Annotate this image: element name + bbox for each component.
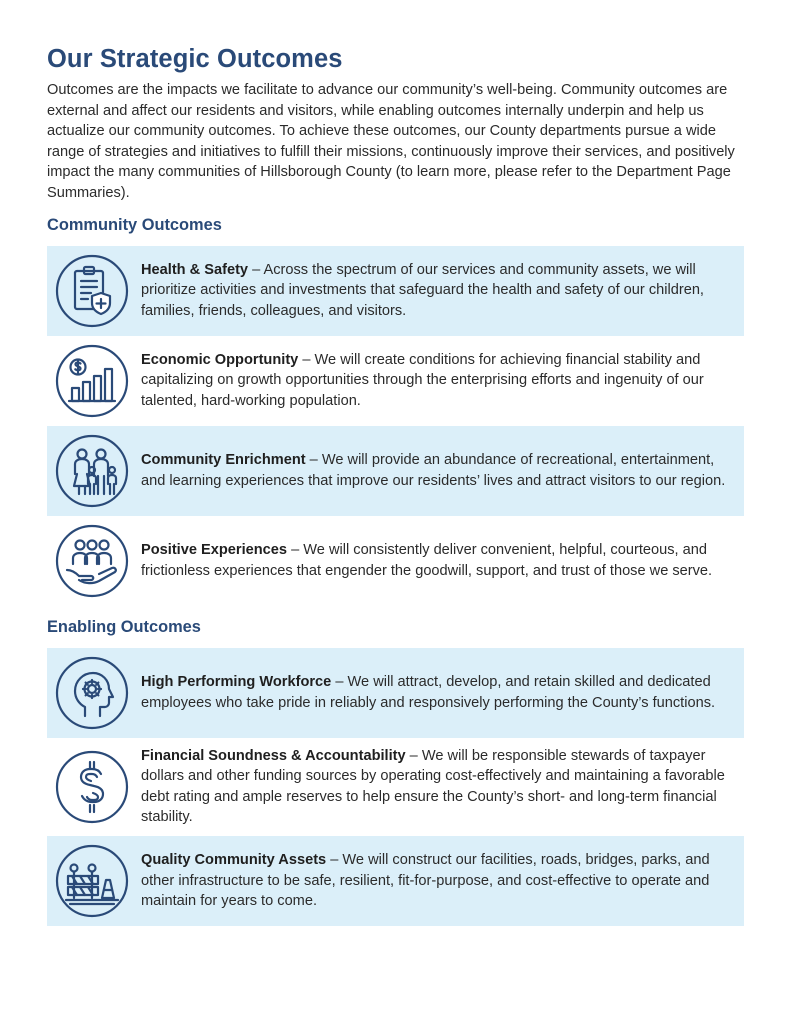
road-barrier-icon (55, 844, 129, 918)
outcome-separator: – (305, 451, 322, 468)
outcome-name: Economic Opportunity (141, 351, 299, 368)
outcome-high-performing-workforce (47, 648, 744, 738)
outcome-name: Financial Soundness & Accountability (141, 747, 406, 764)
outcome-text: Across the spectrum of our services and community assets, we will prioritize activities and investments that safeguard the health and safety of our children, families, friends, colleagues, and visitors. (141, 261, 704, 319)
people-in-hand-icon (55, 524, 129, 598)
outcome-name: Positive Experiences (141, 541, 288, 558)
head-gear-icon (55, 656, 129, 730)
outcome-name: Quality Community Assets (141, 852, 327, 869)
outcome-description (141, 350, 736, 412)
outcome-separator: – (405, 747, 422, 764)
clipboard-shield-icon (55, 254, 129, 328)
outcome-separator: – (248, 261, 264, 278)
intro-paragraph: Outcomes are the impacts we facilitate to advance our community’s well-being. Community outcomes are external and affect our residents and visitors, while enabling outcomes internally underpin and help us actualize our community outcomes. To achieve these outcomes, our County departments pursue a wide range of strategies and initiatives to fulfill their missions, continuously improve their services, and positively impact the many communities of Hillsborough County (to learn more, please refer to the Department Page Summaries). (47, 82, 735, 201)
outcome-description (141, 450, 736, 491)
outcome-separator: – (331, 673, 348, 690)
community-outcomes-heading: Community Outcomes (47, 215, 222, 234)
community-outcomes-list (47, 246, 744, 606)
outcome-economic-opportunity (47, 336, 744, 426)
enabling-outcomes-list (47, 648, 744, 926)
outcome-community-enrichment (47, 426, 744, 516)
outcome-name: Health & Safety (141, 261, 249, 278)
outcome-description (141, 672, 736, 713)
outcome-name: High Performing Workforce (141, 673, 332, 690)
outcome-name: Community Enrichment (141, 451, 306, 468)
outcome-health-safety (47, 246, 744, 336)
outcome-text: We will construct our facilities, roads, bridges, parks, and other infrastructure to be safe, resilient, fit-for-purpose, and cost-effective to operate and maintain for years to come. (141, 852, 710, 910)
outcome-quality-community-assets (47, 836, 744, 926)
outcome-text: We will provide an abundance of recreational, entertainment, and learning experiences that improve our residents’ lives and attract visitors to our region. (141, 451, 726, 489)
outcome-positive-experiences (47, 516, 744, 606)
outcome-financial-soundness (47, 738, 744, 836)
outcome-separator: – (287, 541, 304, 558)
page-title: Our Strategic Outcomes (47, 45, 343, 73)
growth-chart-icon (55, 344, 129, 418)
outcome-separator: – (326, 852, 343, 869)
outcome-text: We will attract, develop, and retain skilled and dedicated employees who take pride in reliably and responsively performing the County’s functions. (141, 673, 716, 711)
outcome-text: We will consistently deliver convenient, helpful, courteous, and frictionless experiences that engender the goodwill, support, and trust of those we serve. (141, 541, 713, 579)
enabling-outcomes-heading: Enabling Outcomes (47, 617, 201, 636)
outcome-description (141, 540, 736, 581)
outcome-description (141, 850, 736, 912)
family-icon (55, 434, 129, 508)
outcome-description (141, 260, 736, 322)
outcome-description (141, 746, 736, 828)
outcome-separator: – (298, 351, 315, 368)
outcome-text: We will create conditions for achieving financial stability and capitalizing on growth opportunities through the enterprising efforts and ingenuity of our talented, hard-working population. (141, 351, 704, 409)
outcome-text: We will be responsible stewards of taxpayer dollars and other funding sources by operating cost-effectively and maintaining a favorable debt rating and ample reserves to help ensure the County’s short- and long-term financial stability. (141, 747, 725, 826)
dollar-sign-icon (55, 750, 129, 824)
